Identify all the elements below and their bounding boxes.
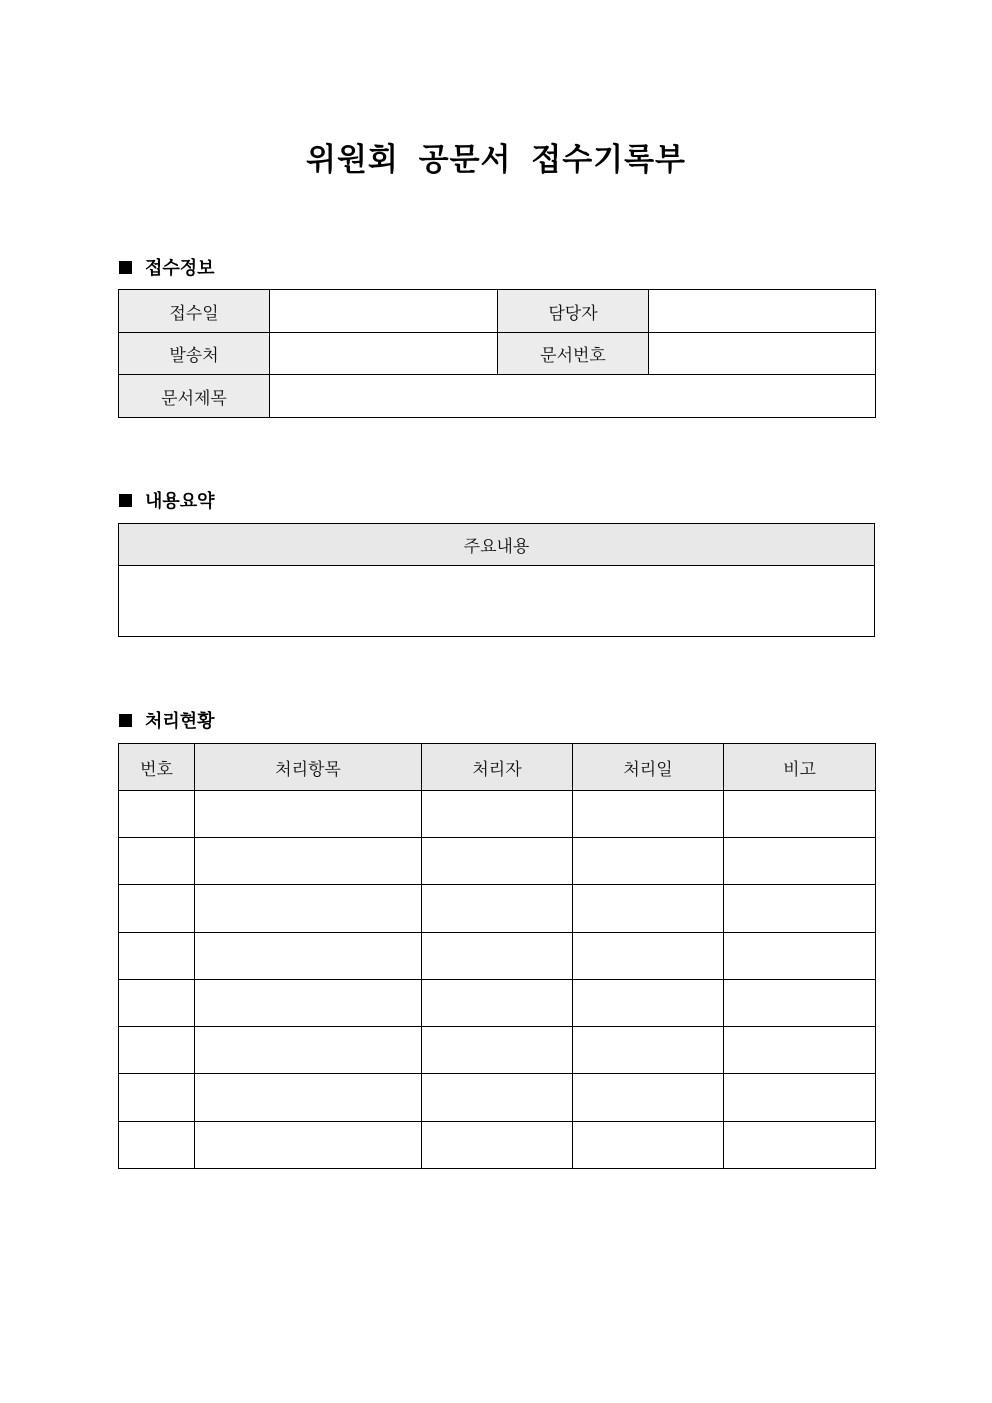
handler-cell[interactable] <box>422 791 573 838</box>
item-cell[interactable] <box>195 980 422 1027</box>
number-cell[interactable] <box>119 791 195 838</box>
date-cell[interactable] <box>573 838 724 885</box>
doc-title-field[interactable] <box>270 375 876 418</box>
section-heading-receipt-info <box>119 254 215 280</box>
table-row <box>119 980 876 1027</box>
table-row <box>119 791 876 838</box>
section-heading-summary <box>119 487 215 513</box>
table-row <box>119 1074 876 1122</box>
summary-table <box>118 523 875 637</box>
item-cell[interactable] <box>195 838 422 885</box>
square-bullet-icon <box>119 494 132 507</box>
section-heading-processing <box>119 707 215 733</box>
summary-content-field[interactable] <box>119 566 875 637</box>
item-cell[interactable] <box>195 933 422 980</box>
received-date-field[interactable] <box>270 290 498 333</box>
table-row <box>119 933 876 980</box>
column-header-item: 처리항목 <box>195 744 422 791</box>
remarks-cell[interactable] <box>724 791 876 838</box>
item-cell[interactable] <box>195 1122 422 1169</box>
manager-field[interactable] <box>649 290 876 333</box>
number-cell[interactable] <box>119 885 195 933</box>
handler-cell[interactable] <box>422 980 573 1027</box>
remarks-cell[interactable] <box>724 838 876 885</box>
column-header-handler: 처리자 <box>422 744 573 791</box>
remarks-cell[interactable] <box>724 1027 876 1074</box>
remarks-cell[interactable] <box>724 885 876 933</box>
doc-number-label: 문서번호 <box>498 333 649 375</box>
square-bullet-icon <box>119 714 132 727</box>
number-cell[interactable] <box>119 1122 195 1169</box>
handler-cell[interactable] <box>422 1122 573 1169</box>
date-cell[interactable] <box>573 980 724 1027</box>
manager-label: 담당자 <box>498 290 649 333</box>
number-cell[interactable] <box>119 1074 195 1122</box>
remarks-cell[interactable] <box>724 933 876 980</box>
item-cell[interactable] <box>195 1074 422 1122</box>
section-heading-label: 접수정보 <box>145 258 215 279</box>
column-header-remarks: 비고 <box>724 744 876 791</box>
number-cell[interactable] <box>119 1027 195 1074</box>
column-header-number: 번호 <box>119 744 195 791</box>
doc-title-label: 문서제목 <box>119 375 270 418</box>
number-cell[interactable] <box>119 980 195 1027</box>
square-bullet-icon <box>119 261 132 274</box>
summary-header: 주요내용 <box>119 524 875 566</box>
receipt-info-table <box>118 289 876 418</box>
item-cell[interactable] <box>195 885 422 933</box>
table-row <box>119 1027 876 1074</box>
handler-cell[interactable] <box>422 885 573 933</box>
remarks-cell[interactable] <box>724 980 876 1027</box>
table-row <box>119 838 876 885</box>
item-cell[interactable] <box>195 791 422 838</box>
section-heading-label: 처리현황 <box>145 711 215 732</box>
handler-cell[interactable] <box>422 1074 573 1122</box>
handler-cell[interactable] <box>422 933 573 980</box>
number-cell[interactable] <box>119 933 195 980</box>
sender-label: 발송처 <box>119 333 270 375</box>
date-cell[interactable] <box>573 791 724 838</box>
page-title: 위원회 공문서 접수기록부 <box>306 142 686 178</box>
date-cell[interactable] <box>573 1074 724 1122</box>
received-date-label: 접수일 <box>119 290 270 333</box>
table-row <box>119 885 876 933</box>
number-cell[interactable] <box>119 838 195 885</box>
processing-table <box>118 743 876 1169</box>
handler-cell[interactable] <box>422 1027 573 1074</box>
sender-field[interactable] <box>270 333 498 375</box>
handler-cell[interactable] <box>422 838 573 885</box>
item-cell[interactable] <box>195 1027 422 1074</box>
date-cell[interactable] <box>573 1122 724 1169</box>
table-row <box>119 1122 876 1169</box>
processing-header-row <box>119 744 876 791</box>
date-cell[interactable] <box>573 1027 724 1074</box>
remarks-cell[interactable] <box>724 1074 876 1122</box>
column-header-date: 처리일 <box>573 744 724 791</box>
doc-number-field[interactable] <box>649 333 876 375</box>
date-cell[interactable] <box>573 933 724 980</box>
section-heading-label: 내용요약 <box>145 491 215 512</box>
date-cell[interactable] <box>573 885 724 933</box>
remarks-cell[interactable] <box>724 1122 876 1169</box>
